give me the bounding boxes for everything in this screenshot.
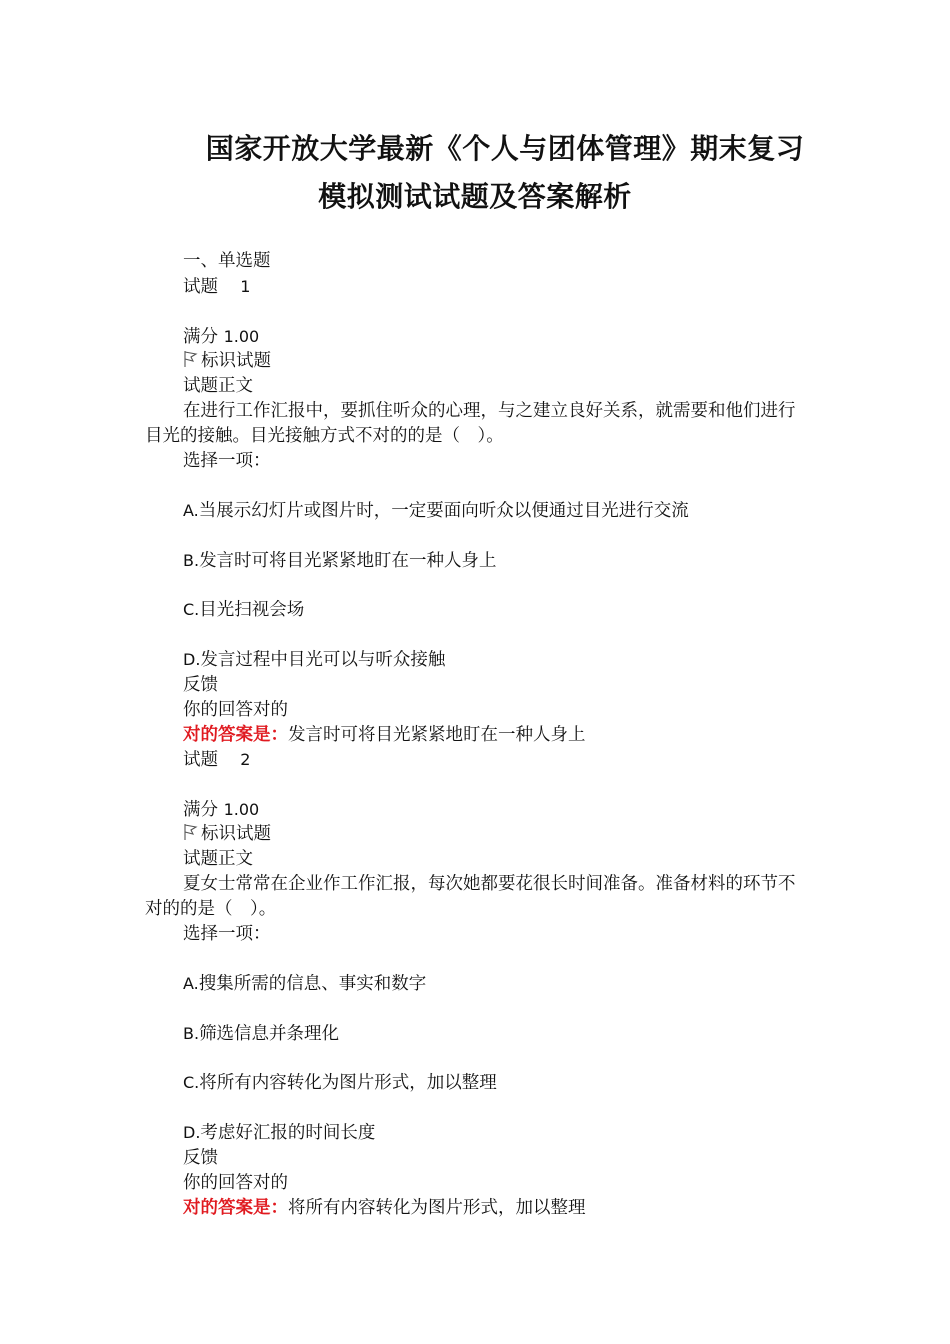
flag-question-label: 标识试题 — [201, 351, 271, 371]
question-2-feedback-text: 你的回答对的 — [183, 1173, 288, 1193]
question-2-option-a[interactable] — [183, 971, 426, 997]
answer-label: 对的答案是： — [183, 1198, 288, 1218]
option-text: 考虑好汇报的时间长度 — [200, 1123, 376, 1143]
answer-text: 将所有内容转化为图片形式，加以整理 — [288, 1198, 586, 1218]
question-1-option-c[interactable] — [183, 597, 304, 623]
document-title-line-2: 模拟测试试题及答案解析 — [318, 180, 632, 213]
answer-text: 发言时可将目光紧紧地盯在一种人身上 — [288, 725, 586, 745]
answer-label: 对的答案是： — [183, 725, 288, 745]
option-text: 搜集所需的信息、事实和数字 — [198, 974, 427, 994]
option-text: 将所有内容转化为图片形式，加以整理 — [199, 1073, 497, 1093]
question-number: 1 — [240, 277, 251, 296]
question-1-flag[interactable] — [183, 349, 271, 374]
option-text: 筛选信息并条理化 — [199, 1024, 340, 1044]
question-number: 2 — [240, 750, 251, 769]
question-2-body-label: 试题正文 — [183, 849, 253, 869]
question-2-option-d[interactable] — [183, 1120, 375, 1146]
question-1-option-a[interactable] — [183, 498, 689, 524]
question-2-answer — [183, 1196, 586, 1221]
option-letter: B. — [183, 551, 200, 570]
question-label: 试题 — [183, 750, 218, 770]
question-1-text: 在进行工作汇报中，要抓住听众的心理，与之建立良好关系，就需要和他们进行目光的接触。目光接触方式不对的的是（ ）。 — [145, 401, 796, 446]
score-label: 满分 — [183, 800, 218, 820]
option-text: 目光扫视会场 — [199, 600, 305, 620]
option-letter: B. — [183, 1024, 200, 1043]
score-label: 满分 — [183, 327, 218, 347]
question-1-option-b[interactable] — [183, 548, 497, 574]
question-2-text: 夏女士常常在企业作工作汇报，每次她都要花很长时间准备。准备材料的环节不对的的是（ ）。 — [145, 874, 796, 919]
question-1-header — [183, 274, 250, 300]
question-1-body-label: 试题正文 — [183, 376, 253, 396]
question-1-score — [183, 324, 259, 350]
question-1-answer — [183, 723, 586, 748]
flag-icon — [183, 350, 199, 368]
question-2-header — [183, 747, 250, 773]
option-letter: D. — [183, 1123, 201, 1142]
question-2-score — [183, 797, 259, 823]
question-label: 试题 — [183, 277, 218, 297]
question-1-feedback-label: 反馈 — [183, 675, 218, 695]
flag-icon — [183, 823, 199, 841]
score-value: 1.00 — [223, 327, 260, 346]
option-letter: C. — [183, 1073, 200, 1092]
question-1-feedback-text: 你的回答对的 — [183, 700, 288, 720]
option-letter: C. — [183, 600, 200, 619]
document-title-line-1: 国家开放大学最新《个人与团体管理》期末复习 — [205, 132, 805, 165]
option-text: 发言过程中目光可以与听众接触 — [200, 650, 446, 670]
option-text: 当展示幻灯片或图片时，一定要面向听众以便通过目光进行交流 — [198, 501, 689, 521]
option-text: 发言时可将目光紧紧地盯在一种人身上 — [199, 551, 497, 571]
question-2-choose: 选择一项： — [183, 924, 271, 944]
flag-question-label: 标识试题 — [201, 824, 271, 844]
question-2-option-c[interactable] — [183, 1070, 497, 1096]
question-1-choose: 选择一项： — [183, 451, 271, 471]
question-2-option-b[interactable] — [183, 1021, 339, 1047]
question-2-feedback-label: 反馈 — [183, 1148, 218, 1168]
section-heading: 一、单选题 — [183, 251, 271, 271]
option-letter: A. — [183, 501, 199, 520]
question-2-flag[interactable] — [183, 822, 271, 847]
option-letter: A. — [183, 974, 199, 993]
question-1-option-d[interactable] — [183, 647, 445, 673]
option-letter: D. — [183, 650, 201, 669]
score-value: 1.00 — [223, 800, 260, 819]
